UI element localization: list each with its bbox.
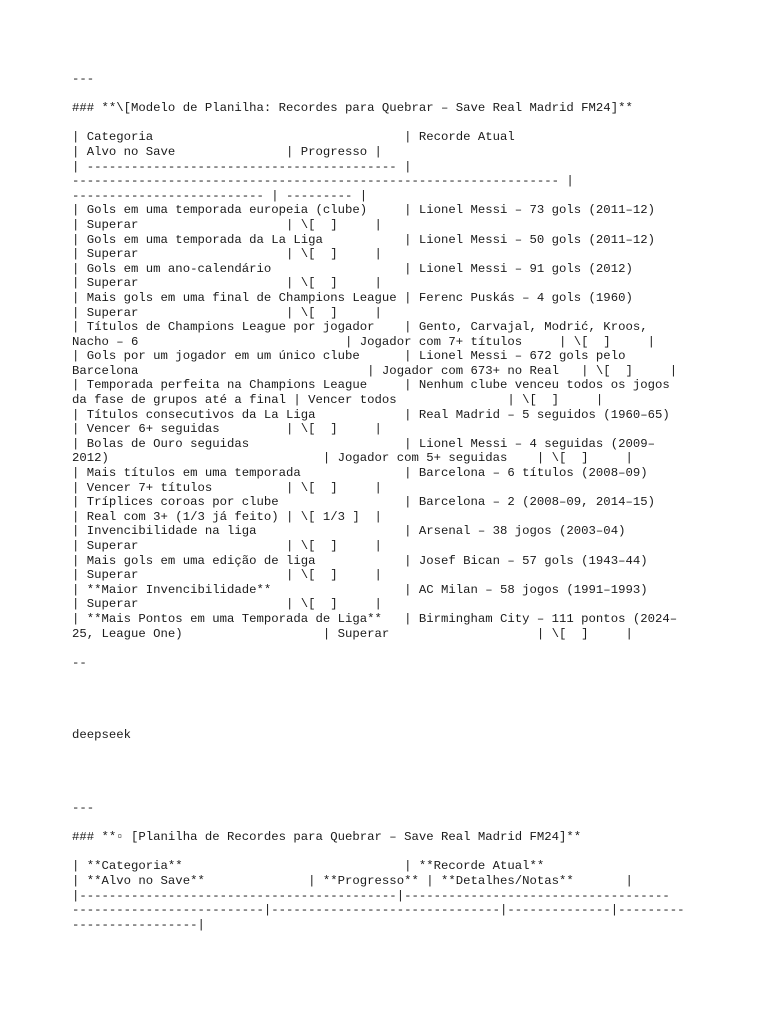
table-row: 25, League One) | Superar | \[ ] | <box>72 626 633 641</box>
table-row: | Real com 3+ (1/3 já feito) | \[ 1/3 ] | <box>72 509 382 524</box>
table-row: | **Mais Pontos em uma Temporada de Liga** | Birmingham City – 111 pontos (2024– <box>72 611 678 626</box>
table-row: | Categoria | Recorde Atual <box>72 130 515 145</box>
table-row: | Gols em um ano-calendário | Lionel Messi – 91 gols (2012) <box>72 261 633 276</box>
table-row: | Superar | \[ ] | <box>72 305 382 320</box>
source-label: deepseek <box>72 728 132 743</box>
table-row: | ------------------------------------------ | <box>72 159 412 174</box>
table-row: ------------------------------------------------------------------ | <box>72 174 574 189</box>
table-row: | Alvo no Save | Progresso | <box>72 144 382 159</box>
table-row: | Gols em uma temporada europeia (clube) | Lionel Messi – 73 gols (2011–12) <box>72 203 655 218</box>
spacer <box>72 116 712 131</box>
table-row: | Superar | \[ ] | <box>72 597 382 612</box>
horizontal-rule-top: --- <box>72 72 95 86</box>
table-row: | Vencer 6+ seguidas | \[ ] | <box>72 422 382 437</box>
table-row: | Mais títulos em uma temporada | Barcelona – 6 títulos (2008–09) <box>72 466 648 481</box>
table-row: | Superar | \[ ] | <box>72 568 382 583</box>
table-row: -----------------| <box>72 917 205 932</box>
table-row: | Superar | \[ ] | <box>72 539 382 553</box>
table-row: | Tríplices coroas por clube | Barcelona – 2 (2008–09, 2014–15) <box>72 495 655 510</box>
spacer <box>72 845 712 860</box>
sheet-heading-second: ### **▫ [Planilha de Recordes para Quebrar – Save Real Madrid FM24]** <box>72 830 582 845</box>
table-row: | Temporada perfeita na Champions League | Nenhum clube venceu todos os jogos <box>72 378 670 393</box>
table-row: | Títulos de Champions League por jogador | Gento, Carvajal, Modrić, Kroos, <box>72 320 648 335</box>
table-row: Barcelona | Jogador com 673+ no Real | \[ ] | <box>72 363 678 378</box>
horizontal-rule-bottom: -- <box>72 655 87 670</box>
table-row: | Superar | \[ ] | <box>72 247 382 262</box>
table-row: | **Maior Invencibilidade** | AC Milan – 58 jogos (1991–1993) <box>72 582 648 597</box>
records-table <box>72 130 712 641</box>
table-row: | Gols por um jogador em um único clube | Lionel Messi – 672 gols pelo <box>72 349 626 364</box>
table-row: da fase de grupos até a final | Vencer todos | \[ ] | <box>72 393 604 408</box>
table-row: 2012) | Jogador com 5+ seguidas | \[ ] | <box>72 451 633 466</box>
table-row: --------------------------|-------------------------------|--------------|--------- <box>72 903 685 918</box>
table-row: Nacho – 6 | Jogador com 7+ títulos | \[ ] | <box>72 334 655 349</box>
table-row: | Mais gols em uma final de Champions League | Ferenc Puskás – 4 gols (1960) <box>72 290 633 305</box>
table-row: | Mais gols em uma edição de liga | Josef Bican – 57 gols (1943–44) <box>72 553 648 568</box>
table-row: | Títulos consecutivos da La Liga | Real Madrid – 5 seguidos (1960–65) <box>72 407 670 422</box>
spacer <box>72 87 712 102</box>
table-row: |-------------------------------------------|------------------------------------ <box>72 888 670 903</box>
document-page <box>72 72 712 932</box>
spacer <box>72 641 712 656</box>
horizontal-rule-second: --- <box>72 800 95 815</box>
records-table-second <box>72 859 712 932</box>
table-row: | Gols em uma temporada da La Liga | Lionel Messi – 50 gols (2011–12) <box>72 232 655 247</box>
spacer <box>72 743 712 801</box>
sheet-heading: ### **\[Modelo de Planilha: Recordes para Quebrar – Save Real Madrid FM24]** <box>72 101 633 116</box>
table-row: | Vencer 7+ títulos | \[ ] | <box>72 480 382 495</box>
table-row: | Invencibilidade na liga | Arsenal – 38 jogos (2003–04) <box>72 524 626 539</box>
table-row: | **Alvo no Save** | **Progresso** | **Detalhes/Notas** | <box>72 873 633 888</box>
table-row: | Superar | \[ ] | <box>72 217 382 232</box>
spacer <box>72 670 712 728</box>
table-row: -------------------------- | --------- | <box>72 188 368 203</box>
table-row: | Superar | \[ ] | <box>72 276 382 291</box>
table-row: | **Categoria** | **Recorde Atual** <box>72 859 545 874</box>
table-row: | Bolas de Ouro seguidas | Lionel Messi – 4 seguidas (2009– <box>72 436 655 451</box>
spacer <box>72 816 712 831</box>
